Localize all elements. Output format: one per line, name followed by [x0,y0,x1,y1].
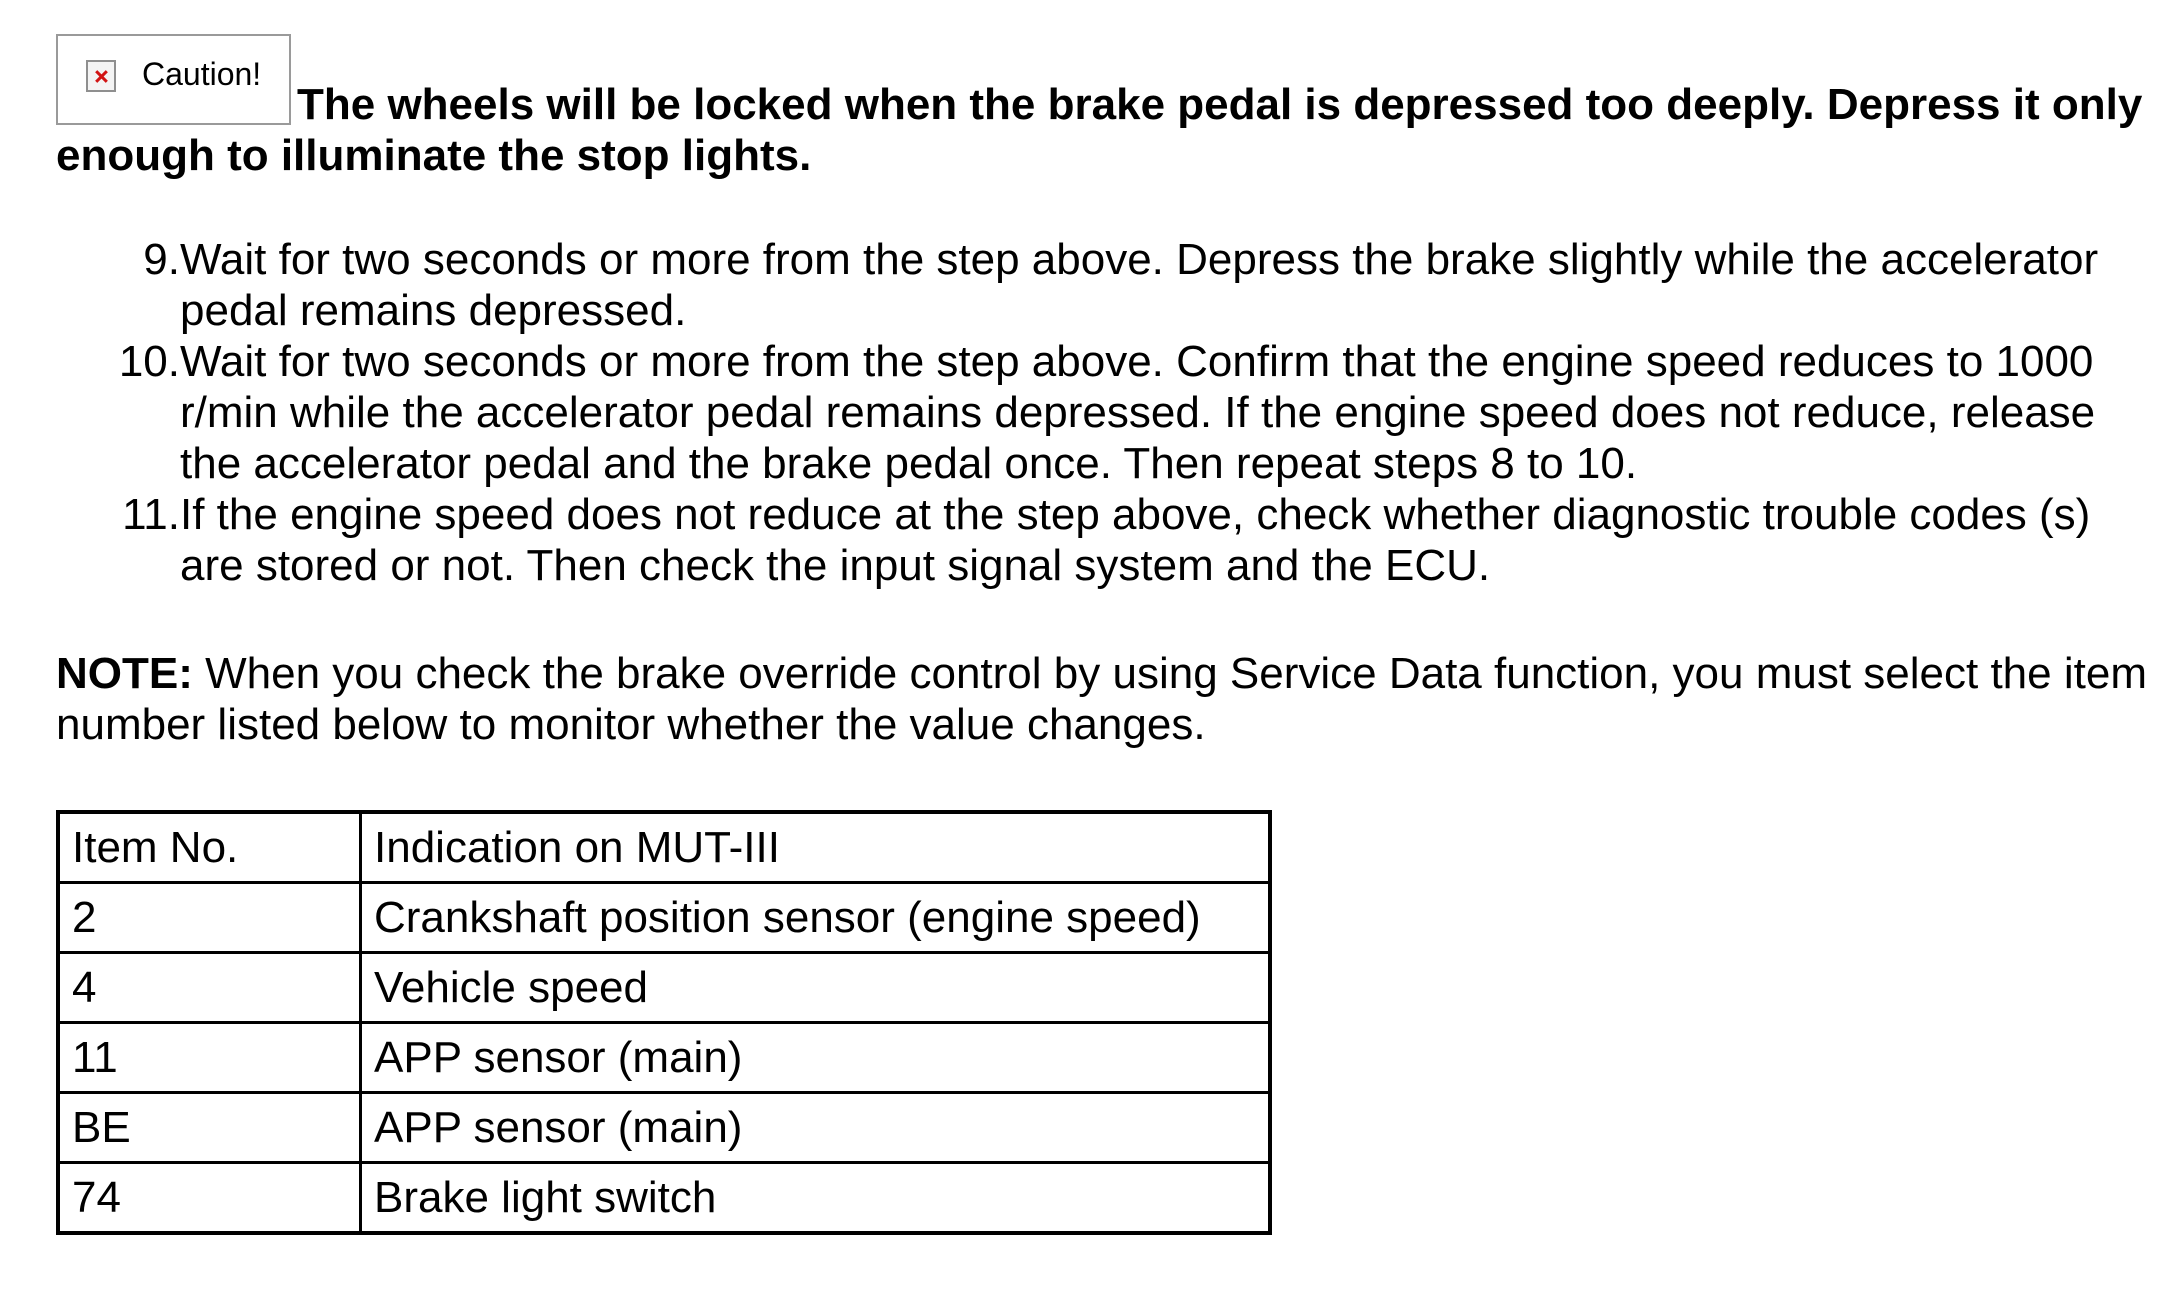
item-no-cell: 2 [58,883,361,953]
column-header-indication: Indication on MUT-III [361,812,1271,883]
step-number: 9. [143,235,180,284]
service-data-table [56,810,1272,1235]
item-no-cell: BE [58,1093,361,1163]
caution-image-alt-text: Caution! [142,56,262,92]
table-header-row [58,812,1270,883]
step-text: If the engine speed does not reduce at the step above, check whether diagnostic trouble codes (s) are stored or not. Then check the input signal system and the ECU. [180,490,2091,590]
indication-cell: Vehicle speed [361,953,1271,1023]
list-item [56,234,2156,336]
step-text: Wait for two seconds or more from the step above. Depress the brake slightly while the accelerator pedal remains depressed. [180,235,2099,335]
table-row [58,1093,1270,1163]
procedure-steps [56,234,2156,591]
item-no-cell: 11 [58,1023,361,1093]
list-item [56,489,2156,591]
indication-cell: APP sensor (main) [361,1023,1271,1093]
item-no-cell: 74 [58,1163,361,1234]
table-row [58,953,1270,1023]
indication-cell: Crankshaft position sensor (engine speed) [361,883,1271,953]
indication-cell: APP sensor (main) [361,1093,1271,1163]
broken-image-icon [86,60,116,92]
list-item [56,336,2156,489]
table-row [58,1163,1270,1234]
step-text: Wait for two seconds or more from the step above. Confirm that the engine speed reduces to 1000 r/min while the accelerator pedal remains depressed. If the engine speed does not reduce, release the accelerator pedal and the brake pedal once. Then repeat steps 8 to 10. [180,337,2096,488]
table-row [58,883,1270,953]
caution-image-placeholder [56,34,291,125]
step-number: 11. [122,490,180,539]
caution-text: The wheels will be locked when the brake pedal is depressed too deeply. Depress it only enough to illuminate the stop lights. [56,80,2143,180]
note-label: NOTE: [56,649,193,698]
document-page [56,34,2156,1235]
table-row [58,1023,1270,1093]
caution-block [56,34,2156,181]
step-number: 10. [118,337,180,386]
note-text: When you check the brake override control by using Service Data function, you must select the item number listed below to monitor whether the value changes. [56,649,2147,749]
column-header-item-no: Item No. [58,812,361,883]
indication-cell: Brake light switch [361,1163,1271,1234]
note-paragraph [56,648,2156,750]
item-no-cell: 4 [58,953,361,1023]
